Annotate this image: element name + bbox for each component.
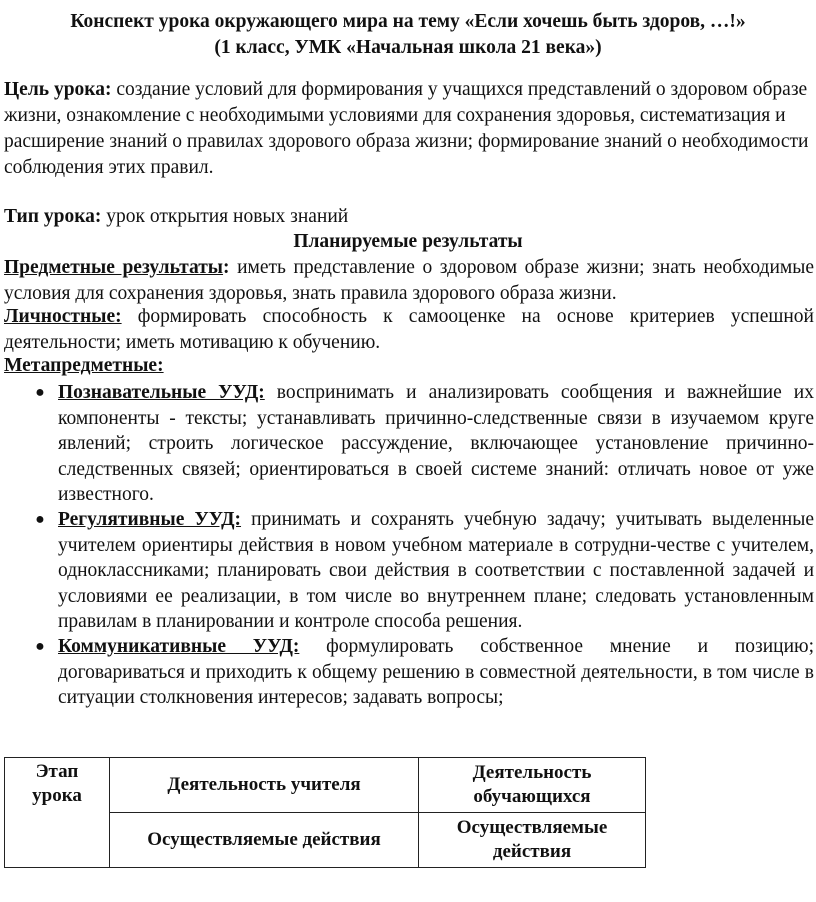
lesson-type-label: Тип урока:: [4, 206, 102, 227]
lesson-plan-table: [4, 757, 646, 868]
cognitive-uud-item: [58, 380, 814, 508]
subject-results-paragraph: [4, 255, 814, 307]
personal-results-paragraph: [4, 304, 814, 356]
lesson-goal-label: Цель урока:: [4, 79, 112, 100]
cognitive-uud-text: воспринимать и анализировать сообщения и важнейшие их компоненты - тексты; устанавливать причинно-следственные связи в изучаемом круге явлений; строить логическое рассуждение, включающее установление причинно-следственных связей; ориентироваться в своей системе знаний: отличать новое от уже известного.: [58, 382, 814, 505]
document-title-line-1: Конспект урока окружающего мира на тему «Если хочешь быть здоров, …!»: [70, 11, 746, 32]
bullet-dot-icon: ●: [35, 511, 45, 528]
table-subheader-student-actions: Осуществляемые действия: [419, 813, 646, 868]
table-header-students: Деятельность обучающихся: [419, 758, 646, 813]
regulatory-uud-item: [58, 507, 814, 635]
document-title-line-2: (1 класс, УМК «Начальная школа 21 века»): [214, 37, 602, 58]
metasubject-results-label: Метапредметные:: [4, 355, 164, 376]
planned-results-heading: Планируемые результаты: [293, 231, 523, 252]
bullet-dot-icon: ●: [35, 638, 45, 655]
table-header-teacher: Деятельность учителя: [110, 758, 419, 813]
bullet-dot-icon: ●: [35, 384, 45, 401]
lesson-type-paragraph: [4, 204, 814, 230]
regulatory-uud-label: Регулятивные УУД:: [58, 509, 242, 530]
communicative-uud-text: формулировать собственное мнение и позицию; договариваться и приходить к общему решению в совместной деятельности, в том числе в ситуации столкновения интересов; задавать вопросы;: [58, 636, 815, 708]
lesson-type-text: урок открытия новых знаний: [101, 206, 349, 227]
table-header-row: [5, 758, 646, 813]
table-header-stage: Этап урока: [5, 758, 110, 868]
communicative-uud-item: [58, 634, 814, 711]
subject-results-label: Предметные результаты: [4, 257, 224, 278]
regulatory-uud-text: принимать и сохранять учебную задачу; учитывать выделенные учителем ориентиры действия в новом учебном материале в сотрудни-честве с учителем, одноклассниками; планировать свои действия в соответствии с поставленной задачей и условиями ее реализации, в том числе во внутреннем плане; следовать установленным правилам в планировании и контроле способа решения.: [58, 509, 814, 632]
personal-results-text: формировать способность к самооценке на основе критериев успешной деятельности; иметь мотивацию к обучению.: [4, 306, 814, 353]
table-subheader-teacher-actions: Осуществляемые действия: [110, 813, 419, 868]
lesson-goal-text: создание условий для формирования у учащихся представлений о здоровом образе жизни, ознакомление с необходимыми условиями для сохранения здоровья, систематизация и расширение знаний о правилах здорового образа жизни; формирование знаний о необходимости соблюдения этих правил.: [4, 79, 809, 178]
subject-results-text: иметь представление о здоровом образе жизни; знать необходимые условия для сохранения здоровья, знать правила здорового образа жизни.: [4, 257, 814, 304]
metasubject-results-heading: [4, 353, 814, 379]
subject-results-colon: :: [223, 257, 230, 278]
communicative-uud-label: Коммуникативные УУД:: [58, 636, 300, 657]
personal-results-label: Личностные:: [4, 306, 122, 327]
lesson-goal-paragraph: [4, 77, 814, 181]
cognitive-uud-label: Познавательные УУД:: [58, 382, 265, 403]
